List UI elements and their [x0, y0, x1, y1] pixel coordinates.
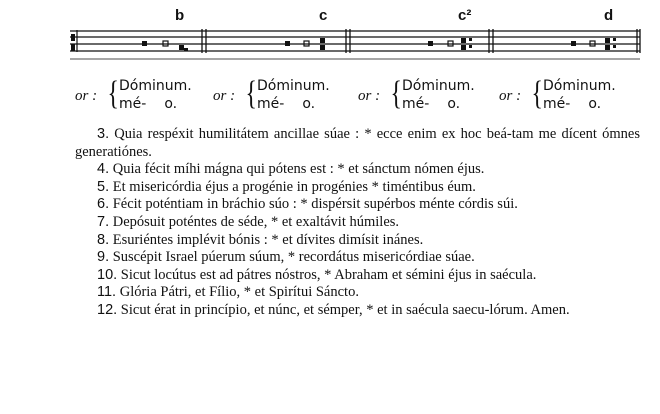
verse-number: 8. [97, 231, 110, 248]
verse-text: Et misericórdia éjus a progénie in progénies * timéntibus éum. [112, 178, 476, 195]
verse-number: 11. [97, 284, 117, 301]
verse [75, 196, 640, 214]
verse-list [75, 126, 640, 320]
verse-number: 3. [97, 126, 110, 142]
neume [469, 45, 472, 48]
verse-number: 6. [97, 196, 110, 213]
verse-text: Glória Pátri, et Fílio, * et Spirítui Sáncto. [119, 284, 359, 301]
neume [320, 45, 325, 50]
verse [75, 214, 640, 232]
verse [75, 249, 640, 267]
ending-line2: mé- o. [402, 96, 461, 112]
verse-text: Fécit poténtiam in bráchio súo : * dispérsit supérbos ménte córdis súi. [112, 196, 518, 213]
brace: { [390, 75, 402, 112]
ending-line2: mé- o. [119, 96, 178, 112]
verse [75, 126, 640, 161]
neume [184, 48, 188, 51]
verse-text: Quia fécit míhi mágna qui pótens est : * et sánctum nómen éjus. [112, 161, 485, 178]
ending-line1: Dóminum. [402, 78, 475, 94]
neume [428, 41, 433, 46]
verse [75, 232, 640, 250]
verse-number: 7. [97, 213, 110, 230]
verse-text: Esuriéntes implévit bónis : * et dívites dimísit inánes. [112, 231, 424, 248]
verse-text: Depósuit poténtes de séde, * et exaltávit húmiles. [112, 213, 400, 230]
column-label-c: c [319, 7, 328, 24]
verse-number: 5. [97, 178, 110, 195]
neume [461, 45, 466, 50]
column-label-d: d [604, 7, 614, 24]
ending-prefix: or : [213, 88, 236, 104]
neume [285, 41, 290, 46]
verse-number: 10. [97, 266, 118, 283]
verse-text: Suscépit Israel púerum súum, * recordátus misericórdiae súae. [112, 249, 475, 266]
brace: { [245, 75, 257, 112]
verse-number: 4. [97, 161, 110, 178]
column-label-b: b [175, 7, 185, 24]
clef [71, 34, 75, 41]
ending-line1: Dóminum. [257, 78, 330, 94]
verse [75, 284, 640, 302]
verse [75, 179, 640, 197]
ending-prefix: or : [75, 88, 98, 104]
neume [571, 41, 576, 46]
neume [179, 45, 184, 50]
neume [613, 45, 616, 48]
verse [75, 267, 640, 285]
brace: { [107, 75, 119, 112]
ending-prefix: or : [499, 88, 522, 104]
verse-text: Quia respéxit humilitátem ancillae súae : * ecce enim ex hoc beá-tam me dícent ómnes generatiónes. [75, 126, 640, 160]
column-label-c2: c² [458, 7, 472, 24]
ending-line2: mé- o. [257, 96, 316, 112]
verse [75, 302, 640, 320]
neume [613, 38, 616, 41]
neume [142, 41, 147, 46]
ending-prefix: or : [358, 88, 381, 104]
ending-line1: Dóminum. [543, 78, 616, 94]
neume [605, 45, 610, 50]
ending-line1: Dóminum. [119, 78, 192, 94]
ending-line2: mé- o. [543, 96, 602, 112]
verse-text: Sicut érat in princípio, et núnc, et sémper, * et in saécula saecu-lórum. Amen. [120, 301, 570, 318]
neume [469, 38, 472, 41]
music-staff [0, 0, 660, 70]
verse-text: Sicut locútus est ad pátres nóstros, * Abraham et sémini éjus in saécula. [120, 266, 537, 283]
neume [461, 38, 466, 43]
verse-number: 9. [97, 249, 110, 266]
verse [75, 161, 640, 179]
clef [71, 44, 75, 51]
neume [605, 38, 610, 43]
neume [320, 38, 325, 43]
verse-number: 12. [97, 301, 118, 318]
brace: { [531, 75, 543, 112]
